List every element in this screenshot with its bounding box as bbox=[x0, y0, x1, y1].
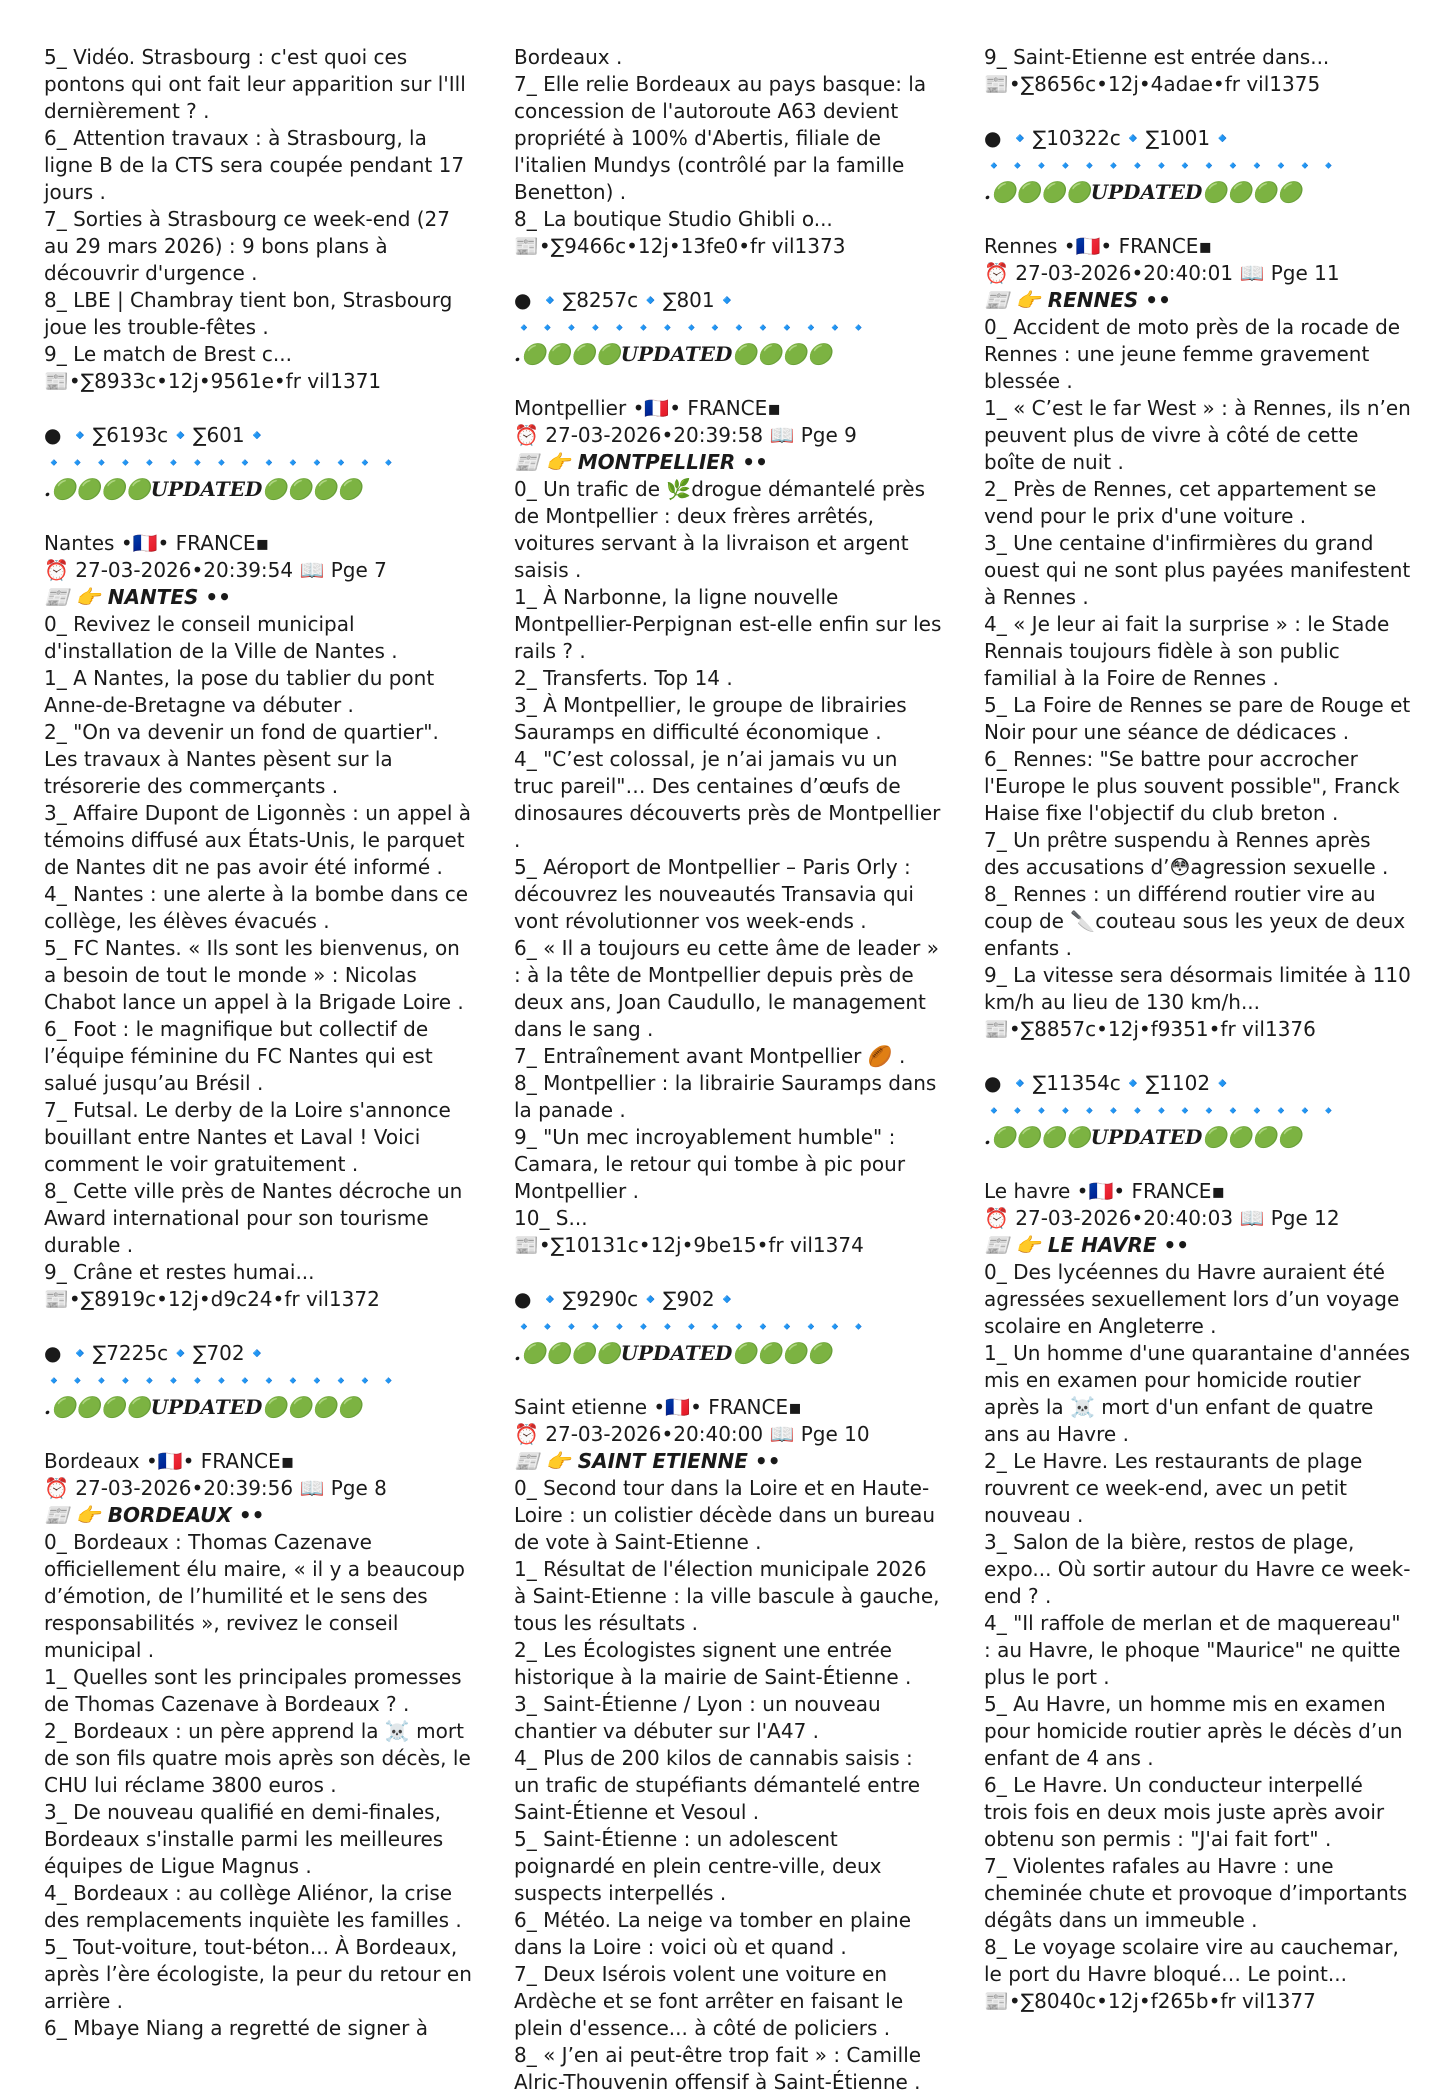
counter-line: ● 🔹∑10322c🔹∑1001🔹 bbox=[984, 126, 1235, 150]
headline-item: 6_ Attention travaux : à Strasbourg, la ligne B de la CTS sera coupée pendant 17 jours . bbox=[44, 126, 465, 204]
headline-item: 7_ Futsal. Le derby de la Loire s'annonce bouillant entre Nantes et Laval ! Voici comment le voir gratuitement . bbox=[44, 1098, 451, 1176]
headline-item: 6_ Mbaye Niang a regretté de signer à bbox=[44, 2016, 428, 2040]
headline-item: 4_ "C’est colossal, je n’ai jamais vu un truc pareil"… Des centaines d’œufs de dinosaures découverts près de Montpellier . bbox=[514, 747, 941, 852]
spacer bbox=[514, 260, 942, 287]
headline-item: 9_ Saint-Etienne est entrée dans... bbox=[984, 45, 1330, 69]
city-header: Nantes •🇫🇷• FRANCE▪ bbox=[44, 531, 270, 555]
city-header: Saint etienne •🇫🇷• FRANCE▪ bbox=[514, 1395, 802, 1419]
headline-item: 6_ Rennes: "Se battre pour accrocher l'Europe le plus souvent possible", Franck Haise fixe l'objectif du club breton . bbox=[984, 747, 1400, 825]
headline-item: 5_ FC Nantes. « Ils sont les bienvenus, on a besoin de tout le monde » : Nicolas Chabot lance un appel à la Brigade Loire . bbox=[44, 936, 464, 1014]
stats-footer: 📰•∑10131c•12j•9be15•fr vil1374 bbox=[514, 1233, 864, 1257]
counter-line: ● 🔹∑11354c🔹∑1102🔹 bbox=[984, 1071, 1235, 1095]
headline-item: 5_ Aéroport de Montpellier – Paris Orly : découvrez les nouveautés Transavia qui vont révolutionner vos week-ends . bbox=[514, 855, 914, 933]
city-header: Bordeaux •🇫🇷• FRANCE▪ bbox=[44, 1449, 295, 1473]
headline-item: 2_ Près de Rennes, cet appartement se vend pour le prix d'une voiture . bbox=[984, 477, 1377, 528]
diamond-separator: 🔹🔹🔹🔹🔹🔹🔹🔹🔹🔹🔹🔹🔹🔹🔹 bbox=[984, 156, 1343, 175]
headline-item: Bordeaux . bbox=[514, 45, 623, 69]
updated-banner: .🟢🟢🟢🟢UPDATED🟢🟢🟢🟢 bbox=[514, 1341, 832, 1365]
diamond-separator: 🔹🔹🔹🔹🔹🔹🔹🔹🔹🔹🔹🔹🔹🔹🔹 bbox=[44, 1371, 403, 1390]
headline-item: 0_ Second tour dans la Loire et en Haute-Loire : un colistier décède dans un bureau de vote à Saint-Etienne . bbox=[514, 1476, 936, 1554]
headline-item: 5_ Vidéo. Strasbourg : c'est quoi ces pontons qui ont fait leur apparition sur l'Ill dernièrement ? . bbox=[44, 45, 466, 123]
section-heading: 📰 👉 BORDEAUX •• bbox=[44, 1503, 265, 1527]
spacer bbox=[984, 1151, 1412, 1178]
headline-item: 4_ « Je leur ai fait la surprise » : le Stade Rennais toujours fidèle à son public familial à la Foire de Rennes . bbox=[984, 612, 1390, 690]
headline-item: 2_ Transferts. Top 14 . bbox=[514, 666, 733, 690]
counter-line: ● 🔹∑7225c🔹∑702🔹 bbox=[44, 1341, 270, 1365]
headline-item: 6_ Le Havre. Un conducteur interpellé trois fois en deux mois juste après avoir obtenu son permis : "J'ai fait fort" . bbox=[984, 1773, 1385, 1851]
headline-item: 0_ Accident de moto près de la rocade de Rennes : une jeune femme gravement blessée . bbox=[984, 315, 1401, 393]
timestamp-line: ⏰ 27-03-2026•20:40:00 📖 Pge 10 bbox=[514, 1422, 870, 1446]
city-header: Rennes •🇫🇷• FRANCE▪ bbox=[984, 234, 1212, 258]
headline-item: 7_ Elle relie Bordeaux au pays basque: la concession de l'autoroute A63 devient propriété à 100% d'Abertis, filiale de l'italien Mundys (contrôlé par la famille Benetton) . bbox=[514, 72, 927, 204]
updated-banner: .🟢🟢🟢🟢UPDATED🟢🟢🟢🟢 bbox=[44, 1395, 362, 1419]
headline-item: 2_ Bordeaux : un père apprend la ☠️ mort de son fils quatre mois après son décès, le CHU lui réclame 3800 euros . bbox=[44, 1719, 471, 1797]
spacer bbox=[514, 1259, 942, 1286]
diamond-separator: 🔹🔹🔹🔹🔹🔹🔹🔹🔹🔹🔹🔹🔹🔹🔹 bbox=[984, 1101, 1343, 1120]
city-header: Montpellier •🇫🇷• FRANCE▪ bbox=[514, 396, 781, 420]
headline-item: 0_ Revivez le conseil municipal d'installation de la Ville de Nantes . bbox=[44, 612, 398, 663]
headline-item: 3_ Saint-Étienne / Lyon : un nouveau chantier va débuter sur l'A47 . bbox=[514, 1692, 881, 1743]
headline-item: 5_ Saint-Étienne : un adolescent poignardé en plein centre-ville, deux suspects interpellés . bbox=[514, 1827, 882, 1905]
headline-item: 2_ Les Écologistes signent une entrée historique à la mairie de Saint-Étienne . bbox=[514, 1638, 912, 1689]
headline-item: 8_ « J’en ai peut-être trop fait » : Camille Alric-Thouvenin offensif à Saint-Étienne . bbox=[514, 2043, 922, 2094]
headline-item: 8_ Montpellier : la librairie Sauramps dans la panade . bbox=[514, 1071, 937, 1122]
spacer bbox=[514, 1367, 942, 1394]
headline-item: 4_ Bordeaux : au collège Aliénor, la crise des remplacements inquiète les familles . bbox=[44, 1881, 462, 1932]
section-heading: 📰 👉 NANTES •• bbox=[44, 585, 231, 609]
spacer bbox=[984, 1043, 1412, 1070]
headline-item: 9_ Crâne et restes humai... bbox=[44, 1260, 315, 1284]
updated-banner: .🟢🟢🟢🟢UPDATED🟢🟢🟢🟢 bbox=[984, 180, 1302, 204]
news-columns bbox=[44, 44, 1416, 2094]
city-header: Le havre •🇫🇷• FRANCE▪ bbox=[984, 1179, 1225, 1203]
headline-item: 7_ Violentes rafales au Havre : une cheminée chute et provoque d’importants dégâts dans un immeuble . bbox=[984, 1854, 1408, 1932]
column-3 bbox=[984, 44, 1412, 2024]
headline-item: 2_ Le Havre. Les restaurants de plage rouvrent ce week-end, avec un petit nouveau . bbox=[984, 1449, 1363, 1527]
diamond-separator: 🔹🔹🔹🔹🔹🔹🔹🔹🔹🔹🔹🔹🔹🔹🔹 bbox=[44, 453, 403, 472]
headline-item: 4_ Nantes : une alerte à la bombe dans ce collège, les élèves évacués . bbox=[44, 882, 469, 933]
headline-item: 1_ Résultat de l'élection municipale 2026 à Saint-Etienne : la ville bascule à gauche, tous les résultats . bbox=[514, 1557, 940, 1635]
stats-footer: 📰•∑9466c•12j•13fe0•fr vil1373 bbox=[514, 234, 846, 258]
diamond-separator: 🔹🔹🔹🔹🔹🔹🔹🔹🔹🔹🔹🔹🔹🔹🔹 bbox=[514, 1317, 873, 1336]
headline-item: 1_ Un homme d'une quarantaine d'années mis en examen pour homicide routier après la ☠️ mort d'un enfant de quatre ans au Havre . bbox=[984, 1341, 1411, 1446]
headline-item: 1_ Quelles sont les principales promesses de Thomas Cazenave à Bordeaux ? . bbox=[44, 1665, 462, 1716]
updated-banner: .🟢🟢🟢🟢UPDATED🟢🟢🟢🟢 bbox=[514, 342, 832, 366]
column-2 bbox=[514, 44, 942, 2094]
diamond-separator: 🔹🔹🔹🔹🔹🔹🔹🔹🔹🔹🔹🔹🔹🔹🔹 bbox=[514, 318, 873, 337]
headline-item: 4_ "Il raffole de merlan et de maquereau" : au Havre, le phoque "Maurice" ne quitte plus le port . bbox=[984, 1611, 1401, 1689]
stats-footer: 📰•∑8919c•12j•d9c24•fr vil1372 bbox=[44, 1287, 380, 1311]
headline-item: 7_ Deux Isérois volent une voiture en Ardèche et se font arrêter en faisant le plein d'essence... à côté de policiers . bbox=[514, 1962, 904, 2040]
counter-line: ● 🔹∑9290c🔹∑902🔹 bbox=[514, 1287, 740, 1311]
headline-item: 3_ De nouveau qualifié en demi-finales, Bordeaux s'installe parmi les meilleures équipes de Ligue Magnus . bbox=[44, 1800, 444, 1878]
spacer bbox=[44, 1421, 472, 1448]
headline-item: 4_ Plus de 200 kilos de cannabis saisis : un trafic de stupéfiants démantelé entre Saint-Étienne et Vesoul . bbox=[514, 1746, 921, 1824]
spacer bbox=[514, 368, 942, 395]
updated-banner: .🟢🟢🟢🟢UPDATED🟢🟢🟢🟢 bbox=[44, 477, 362, 501]
timestamp-line: ⏰ 27-03-2026•20:39:56 📖 Pge 8 bbox=[44, 1476, 387, 1500]
headline-item: 5_ La Foire de Rennes se pare de Rouge et Noir pour une séance de dédicaces . bbox=[984, 693, 1411, 744]
headline-item: 7_ Entraînement avant Montpellier 🏉 . bbox=[514, 1044, 906, 1068]
spacer bbox=[984, 98, 1412, 125]
section-heading: 📰 👉 MONTPELLIER •• bbox=[514, 450, 768, 474]
spacer bbox=[44, 503, 472, 530]
headline-item: 6_ Météo. La neige va tomber en plaine dans la Loire : voici où et quand . bbox=[514, 1908, 912, 1959]
headline-item: 0_ Bordeaux : Thomas Cazenave officiellement élu maire, « il y a beaucoup d’émotion, de l’humilité et le sens des responsabilités », revivez le conseil municipal . bbox=[44, 1530, 465, 1662]
spacer bbox=[44, 1313, 472, 1340]
headline-item: 6_ « Il a toujours eu cette âme de leader » : à la tête de Montpellier depuis près de deux ans, Joan Caudullo, le management dans le sang . bbox=[514, 936, 939, 1041]
headline-item: 3_ Affaire Dupont de Ligonnès : un appel à témoins diffusé aux États-Unis, le parquet de Nantes dit ne pas avoir été informé . bbox=[44, 801, 472, 879]
stats-footer: 📰•∑8040c•12j•f265b•fr vil1377 bbox=[984, 1989, 1316, 2013]
headline-item: 5_ Tout-voiture, tout-béton... À Bordeaux, après l’ère écologiste, la peur du retour en arrière . bbox=[44, 1935, 472, 2013]
headline-item: 2_ "On va devenir un fond de quartier". Les travaux à Nantes pèsent sur la trésorerie des commerçants . bbox=[44, 720, 439, 798]
headline-item: 1_ À Narbonne, la ligne nouvelle Montpellier-Perpignan est-elle enfin sur les rails ? . bbox=[514, 585, 942, 663]
headline-item: 6_ Foot : le magnifique but collectif de l’équipe féminine du FC Nantes qui est salué jusqu’au Brésil . bbox=[44, 1017, 433, 1095]
stats-footer: 📰•∑8933c•12j•9561e•fr vil1371 bbox=[44, 369, 382, 393]
headline-item: 7_ Sorties à Strasbourg ce week-end (27 au 29 mars 2026) : 9 bons plans à découvrir d'urgence . bbox=[44, 207, 451, 285]
headline-item: 8_ Cette ville près de Nantes décroche un Award international pour son tourisme durable . bbox=[44, 1179, 463, 1257]
stats-footer: 📰•∑8857c•12j•f9351•fr vil1376 bbox=[984, 1017, 1316, 1041]
headline-item: 9_ "Un mec incroyablement humble" : Camara, le retour qui tombe à pic pour Montpellier . bbox=[514, 1125, 906, 1203]
timestamp-line: ⏰ 27-03-2026•20:39:58 📖 Pge 9 bbox=[514, 423, 857, 447]
updated-banner: .🟢🟢🟢🟢UPDATED🟢🟢🟢🟢 bbox=[984, 1125, 1302, 1149]
headline-item: 9_ La vitesse sera désormais limitée à 110 km/h au lieu de 130 km/h... bbox=[984, 963, 1411, 1014]
column-1 bbox=[44, 44, 472, 2040]
headline-item: 8_ LBE | Chambray tient bon, Strasbourg joue les trouble-fêtes . bbox=[44, 288, 453, 339]
spacer bbox=[984, 206, 1412, 233]
headline-item: 3_ Salon de la bière, restos de plage, expo... Où sortir autour du Havre ce week-end ? . bbox=[984, 1530, 1411, 1608]
headline-item: 8_ Le voyage scolaire vire au cauchemar, le port du Havre bloqué… Le point... bbox=[984, 1935, 1399, 1986]
headline-item: 10_ S... bbox=[514, 1206, 588, 1230]
timestamp-line: ⏰ 27-03-2026•20:40:01 📖 Pge 11 bbox=[984, 261, 1340, 285]
section-heading: 📰 👉 LE HAVRE •• bbox=[984, 1233, 1190, 1257]
headline-item: 8_ La boutique Studio Ghibli o... bbox=[514, 207, 833, 231]
timestamp-line: ⏰ 27-03-2026•20:39:54 📖 Pge 7 bbox=[44, 558, 387, 582]
headline-item: 1_ A Nantes, la pose du tablier du pont Anne-de-Bretagne va débuter . bbox=[44, 666, 435, 717]
headline-item: 0_ Un trafic de 🌿drogue démantelé près de Montpellier : deux frères arrêtés, voitures servant à la livraison et argent saisis . bbox=[514, 477, 926, 582]
timestamp-line: ⏰ 27-03-2026•20:40:03 📖 Pge 12 bbox=[984, 1206, 1340, 1230]
headline-item: 7_ Un prêtre suspendu à Rennes après des accusations d’😳agression sexuelle . bbox=[984, 828, 1389, 879]
counter-line: ● 🔹∑8257c🔹∑801🔹 bbox=[514, 288, 740, 312]
headline-item: 3_ Une centaine d'infirmières du grand ouest qui ne sont plus payées manifestent à Rennes . bbox=[984, 531, 1411, 609]
headline-item: 9_ Le match de Brest c... bbox=[44, 342, 292, 366]
section-heading: 📰 👉 RENNES •• bbox=[984, 288, 1171, 312]
headline-item: 3_ À Montpellier, le groupe de librairies Sauramps en difficulté économique . bbox=[514, 693, 907, 744]
stats-footer: 📰•∑8656c•12j•4adae•fr vil1375 bbox=[984, 72, 1321, 96]
section-heading: 📰 👉 SAINT ETIENNE •• bbox=[514, 1449, 781, 1473]
spacer bbox=[44, 395, 472, 422]
headline-item: 1_ « C’est le far West » : à Rennes, ils n’en peuvent plus de vivre à côté de cette boîte de nuit . bbox=[984, 396, 1411, 474]
headline-item: 8_ Rennes : un différend routier vire au coup de 🔪couteau sous les yeux de deux enfants . bbox=[984, 882, 1406, 960]
headline-item: 0_ Des lycéennes du Havre auraient été agressées sexuellement lors d’un voyage scolaire en Angleterre . bbox=[984, 1260, 1400, 1338]
counter-line: ● 🔹∑6193c🔹∑601🔹 bbox=[44, 423, 270, 447]
headline-item: 5_ Au Havre, un homme mis en examen pour homicide routier après le décès d’un enfant de 4 ans . bbox=[984, 1692, 1403, 1770]
